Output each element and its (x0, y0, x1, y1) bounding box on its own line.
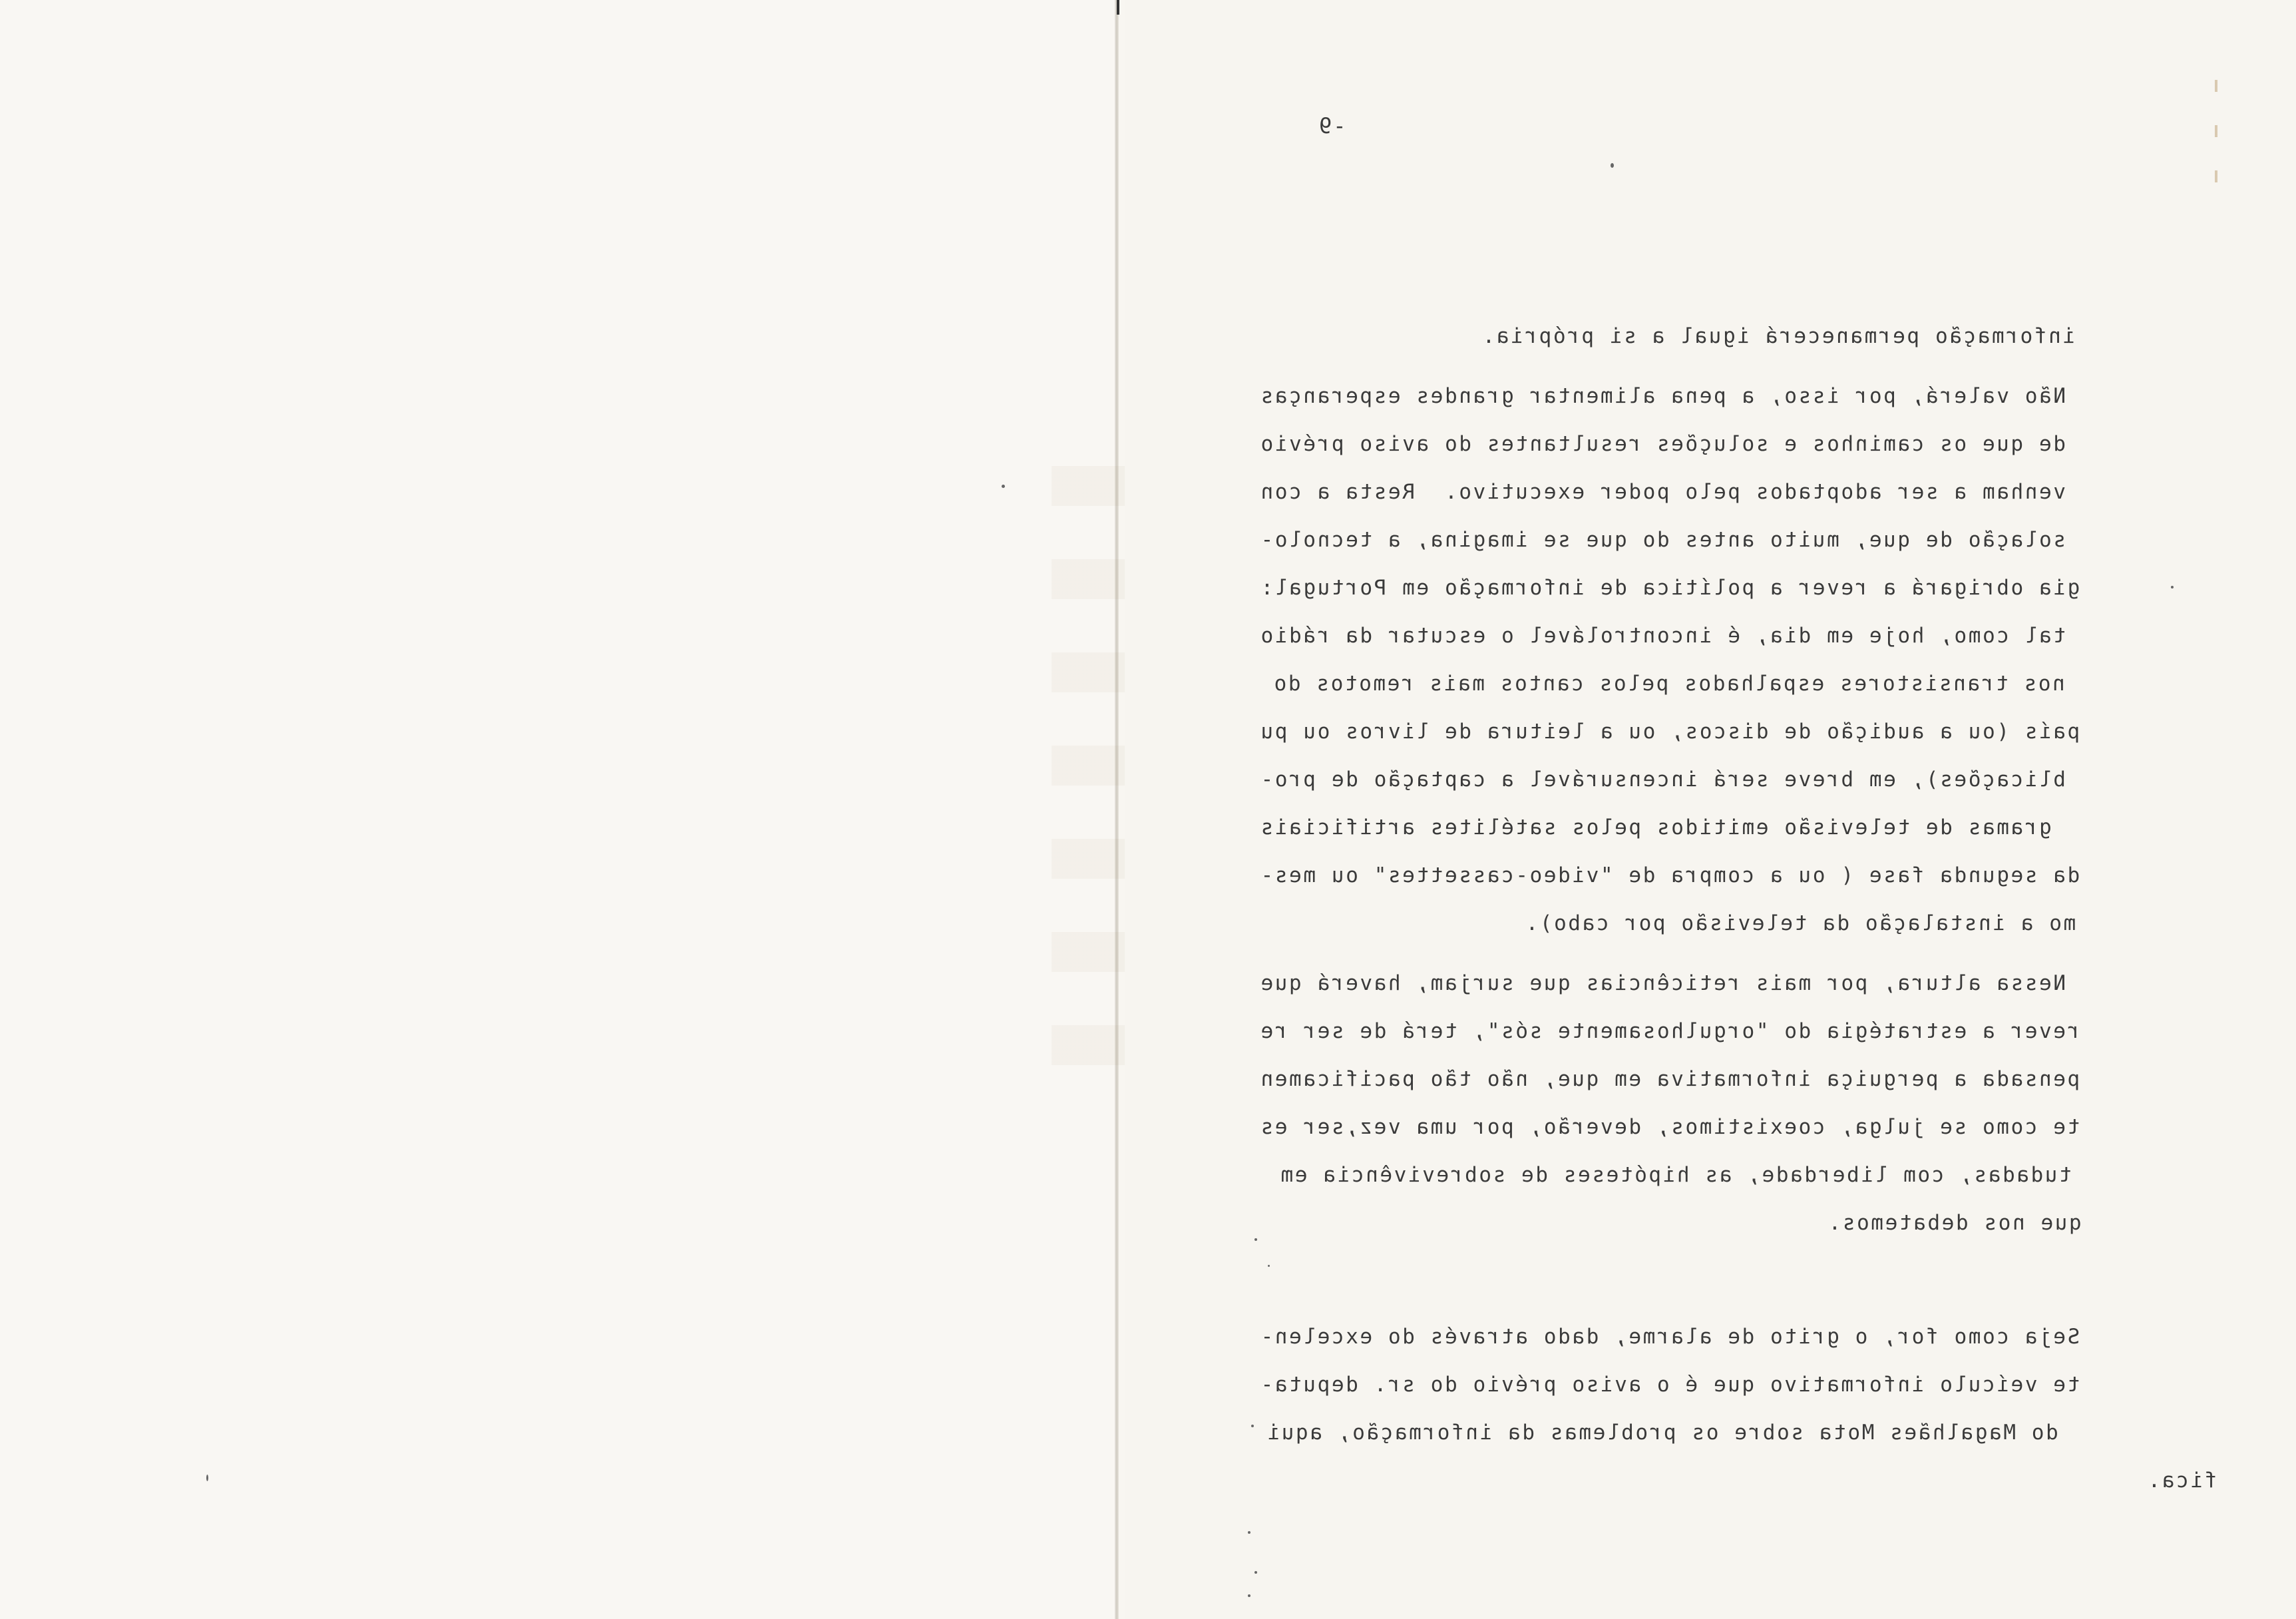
text-line: mo a instalação da televisão por cabo). (1524, 911, 2076, 935)
text-line: te como se julga, coexistimos, deverão, por uma vez,ser es (1259, 1115, 2080, 1139)
text-line: da segunda fase ( ou a compra de "video-cassettes" ou mes- (1259, 863, 2080, 887)
speck (206, 1475, 208, 1481)
page-number: -9 (1318, 113, 1346, 138)
speck (1254, 1571, 1257, 1574)
text-line: venham a ser adoptados pelo poder executivo. Resta a con (1259, 480, 2066, 504)
text-line: Não valerá, por isso, a pena alimentar grandes esperanças (1259, 384, 2066, 408)
speck (1254, 1238, 1257, 1241)
speck (1268, 1265, 1270, 1267)
speck (1248, 1594, 1250, 1597)
text-line: do Magalhães Mota sobre os problemas da informação, aqui (1266, 1421, 2058, 1445)
speck (1248, 1531, 1250, 1534)
text-line: tal como, hoje em dia, é incontrolável o escutar da rádio (1259, 624, 2066, 648)
speck (1002, 485, 1005, 488)
speck (1251, 1425, 1254, 1427)
text-line: te veículo informativo que é o aviso prévio do sr. deputa- (1259, 1373, 2080, 1397)
text-line: gia obrigará a rever a política de informação em Portugal: (1259, 576, 2080, 600)
speck (2171, 586, 2174, 588)
gutter-mark (1117, 0, 1119, 15)
text-line: Seja como for, o grito de alarme, dado através do excelen- (1259, 1325, 2080, 1349)
text-line: nos transistores espalhados pelos cantos mais remotos do (1272, 672, 2065, 696)
edge-marks (2209, 80, 2223, 200)
text-line: blicações), em breve será incensurável a captação de pro- (1259, 768, 2066, 792)
text-line: de que os caminhos e soluções resultantes do aviso prévio (1259, 432, 2066, 456)
text-line: informação permanecerá igual a si própria. (1481, 324, 2076, 348)
text-line: solação de que, muito antes do que se imagina, a tecnolo- (1259, 528, 2066, 552)
text-line: pensada a perguiça informativa em que, não tão pacificamen (1259, 1067, 2080, 1091)
text-line: gramas de televisão emitidos pelos satélites artificiais (1259, 815, 2052, 839)
text-line: fica. (2146, 1469, 2217, 1493)
text-line: rever a estratégia do "orgulhosamente sós", terá de ser re (1259, 1019, 2080, 1043)
text-line: que nos debatemos. (1827, 1211, 2082, 1235)
text-line: tudadas, com liberdade, as hipóteses de sobrevivência em (1279, 1163, 2072, 1187)
speck (1611, 163, 1614, 168)
text-line: Nessa altura, por mais reticências que surjam, haverá que (1259, 971, 2066, 995)
text-line: país (ou a audição de discos, ou a leitura de livros ou pu (1259, 720, 2080, 744)
left-page-blank (0, 0, 1118, 1619)
